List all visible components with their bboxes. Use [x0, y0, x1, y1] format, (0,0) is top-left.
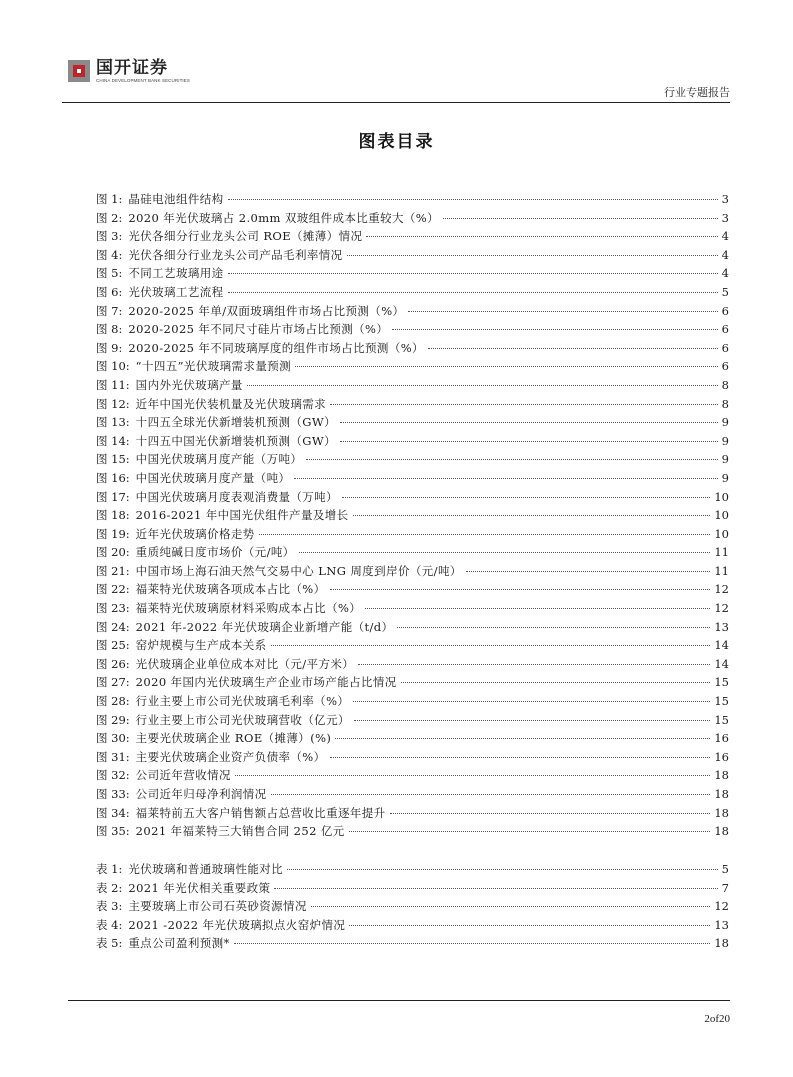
figure-page: 11 [714, 545, 729, 560]
figure-title: 国内外光伏玻璃产量 [135, 377, 243, 392]
figure-entry[interactable] [96, 748, 729, 767]
figure-title: 主要光伏玻璃企业资产负债率（%） [135, 749, 326, 764]
figure-entry[interactable] [96, 450, 729, 469]
dot-leader [294, 478, 717, 479]
figure-entry[interactable] [96, 395, 729, 414]
dot-leader [335, 738, 710, 739]
figure-title: 2020 年光伏玻璃占 2.0mm 双玻组件成本比重较大（%） [128, 210, 440, 225]
figure-title: 不同工艺玻璃用途 [128, 266, 224, 281]
figure-number: 图 20: [96, 545, 130, 560]
figure-page: 11 [714, 563, 729, 578]
figure-number: 图 5: [96, 266, 123, 281]
figure-page: 15 [714, 675, 729, 690]
dot-leader [392, 329, 717, 330]
figure-entry[interactable] [96, 804, 729, 823]
figure-number: 图 26: [96, 656, 130, 671]
dot-leader [271, 794, 711, 795]
figure-title: 2021 年福莱特三大销售合同 252 亿元 [135, 824, 345, 839]
figure-number: 图 9: [96, 340, 123, 355]
figure-title: 近年中国光伏装机量及光伏玻璃需求 [135, 396, 327, 411]
figure-page: 18 [714, 787, 729, 801]
figure-page: 16 [714, 749, 729, 764]
table-entry[interactable] [96, 934, 729, 953]
figure-page: 4 [721, 247, 729, 262]
table-page: 13 [714, 917, 729, 932]
dot-leader [408, 311, 717, 312]
figure-entry[interactable] [96, 283, 729, 302]
figure-entry[interactable] [96, 302, 729, 321]
figure-entry[interactable] [96, 469, 729, 488]
figure-title: 晶硅电池组件结构 [128, 192, 224, 206]
figure-number: 图 30: [96, 731, 130, 746]
figure-number: 图 23: [96, 601, 130, 616]
figure-number: 图 2: [96, 210, 123, 225]
figure-entry[interactable] [96, 264, 729, 283]
figure-page: 16 [714, 731, 729, 746]
table-title: 2021 -2022 年光伏玻璃拟点火窑炉情况 [128, 917, 346, 932]
figure-page: 4 [721, 266, 729, 281]
figure-page: 15 [714, 694, 729, 709]
figure-entry[interactable] [96, 580, 729, 599]
figure-entry[interactable] [96, 246, 729, 265]
figure-number: 图 12: [96, 396, 130, 411]
figure-number: 图 3: [96, 229, 123, 244]
table-title: 2021 年光伏相关重要政策 [128, 880, 271, 895]
figure-title: 2016-2021 年中国光伏组件产量及增长 [135, 508, 349, 523]
dot-leader [353, 701, 710, 702]
figure-page: 5 [721, 284, 729, 299]
footer-divider [68, 1000, 730, 1001]
figure-page: 9 [721, 433, 729, 448]
dot-leader [271, 645, 711, 646]
figure-number: 图 16: [96, 470, 130, 485]
figure-page: 18 [714, 805, 729, 820]
figure-entry[interactable] [96, 618, 729, 637]
figure-page: 12 [714, 601, 729, 616]
table-title: 光伏玻璃和普通玻璃性能对比 [128, 862, 284, 876]
dot-leader [306, 459, 717, 460]
figure-entry[interactable] [96, 209, 729, 228]
figure-page: 10 [714, 489, 729, 504]
table-entry[interactable] [96, 860, 729, 879]
figure-entry[interactable] [96, 655, 729, 674]
figure-entry[interactable] [96, 822, 729, 841]
table-title: 重点公司盈利预测* [128, 936, 230, 951]
figure-entry[interactable] [96, 673, 729, 692]
dot-leader [228, 199, 718, 200]
figure-page: 6 [721, 340, 729, 355]
figure-title: 中国光伏玻璃月度产量（吨） [135, 470, 291, 485]
dot-leader [353, 515, 711, 516]
figure-number: 图 25: [96, 638, 130, 653]
dot-leader [443, 218, 718, 219]
figure-entry[interactable] [96, 413, 729, 432]
figure-number: 图 29: [96, 712, 130, 727]
table-page: 5 [721, 862, 729, 876]
figure-title: 2020-2025 年不同尺寸硅片市场占比预测（%） [128, 322, 389, 337]
logo-subtitle: CHINA DEVELOPMENT BANK SECURITIES [96, 78, 190, 83]
figure-number: 图 21: [96, 563, 130, 578]
dot-leader [234, 943, 711, 944]
figure-entry[interactable] [96, 562, 729, 581]
figure-entry[interactable] [96, 432, 729, 451]
table-number: 表 2: [96, 880, 123, 895]
figure-number: 图 14: [96, 433, 130, 448]
figure-title: 2021 年-2022 年光伏玻璃企业新增产能（t/d） [135, 619, 394, 634]
figure-title: 中国光伏玻璃月度表观消费量（万吨） [135, 489, 338, 504]
figure-number: 图 7: [96, 303, 123, 318]
figure-list [96, 190, 729, 841]
table-page: 7 [721, 880, 729, 895]
figure-entry[interactable] [96, 543, 729, 562]
figure-entry[interactable] [96, 227, 729, 246]
figure-number: 图 27: [96, 675, 130, 690]
figure-number: 图 35: [96, 824, 130, 839]
figure-entry[interactable] [96, 525, 729, 544]
figure-title: 2020-2025 年不同玻璃厚度的组件市场占比预测（%） [128, 340, 424, 355]
figure-number: 图 1: [96, 192, 123, 206]
dot-leader [228, 292, 718, 293]
dot-leader [340, 441, 718, 442]
figure-page: 8 [721, 377, 729, 392]
dot-leader [247, 385, 718, 386]
table-page: 12 [714, 899, 729, 914]
dot-leader [349, 925, 710, 926]
figure-title: “十四五”光伏玻璃需求量预测 [135, 359, 292, 374]
figure-entry[interactable] [96, 376, 729, 395]
figure-number: 图 11: [96, 377, 130, 392]
figure-page: 4 [721, 229, 729, 244]
report-type: 行业专题报告 [664, 86, 730, 99]
figure-page: 14 [714, 656, 729, 671]
page-title: 图表目录 [358, 132, 435, 152]
figure-page: 14 [714, 638, 729, 653]
figure-title: 行业主要上市公司光伏玻璃毛利率（%） [135, 694, 350, 709]
figure-page: 6 [721, 322, 729, 337]
figure-title: 公司近年营收情况 [135, 768, 231, 783]
figure-title: 2020 年国内光伏玻璃生产企业市场产能占比情况 [135, 675, 397, 690]
figure-title: 光伏各细分行业龙头公司 ROE（摊薄）情况 [128, 229, 363, 244]
figure-entry[interactable] [96, 729, 729, 748]
figure-entry[interactable] [96, 599, 729, 618]
dot-leader [358, 664, 710, 665]
figure-entry[interactable] [96, 766, 729, 785]
logo-mark-icon [68, 60, 90, 82]
figure-title: 重质纯碱日度市场价（元/吨） [135, 545, 295, 560]
figure-title: 光伏玻璃企业单位成本对比（元/平方米） [135, 656, 355, 671]
figure-number: 图 6: [96, 284, 123, 299]
figure-entry[interactable] [96, 339, 729, 358]
dot-leader [274, 888, 717, 889]
figure-entry[interactable] [96, 190, 729, 209]
figure-number: 图 10: [96, 359, 130, 374]
figure-number: 图 31: [96, 749, 130, 764]
figure-number: 图 15: [96, 452, 130, 467]
dot-leader [342, 497, 710, 498]
figure-number: 图 13: [96, 415, 130, 430]
figure-title: 光伏玻璃工艺流程 [128, 284, 224, 299]
figure-page: 3 [721, 210, 729, 225]
figure-page: 12 [714, 582, 729, 597]
dot-leader [330, 589, 711, 590]
figure-title: 主要光伏玻璃企业 ROE（摊薄）(%) [135, 731, 332, 746]
page-number: 2of20 [704, 1013, 730, 1025]
figure-title: 光伏各细分行业龙头公司产品毛利率情况 [128, 247, 343, 262]
figure-number: 图 17: [96, 489, 130, 504]
figure-title: 十四五中国光伏新增装机预测（GW） [135, 433, 336, 448]
table-entry[interactable] [96, 916, 729, 935]
dot-leader [311, 906, 711, 907]
figure-title: 福莱特光伏玻璃原材料采购成本占比（%） [135, 601, 362, 616]
table-entry[interactable] [96, 879, 729, 898]
figure-entry[interactable] [96, 785, 729, 804]
figure-number: 图 34: [96, 805, 130, 820]
figure-title: 窑炉规模与生产成本关系 [135, 638, 267, 653]
dot-leader [235, 775, 710, 776]
figure-page: 6 [721, 359, 729, 374]
dot-leader [365, 608, 710, 609]
dot-leader [397, 627, 710, 628]
table-entry[interactable] [96, 897, 729, 916]
table-number: 表 3: [96, 899, 123, 914]
header-divider [62, 102, 730, 103]
figure-title: 中国市场上海石油天然气交易中心 LNG 周度到岸价（元/吨） [135, 563, 462, 578]
figure-entry[interactable] [96, 692, 729, 711]
figure-page: 8 [721, 396, 729, 411]
figure-page: 13 [714, 619, 729, 634]
figure-title: 公司近年归母净利润情况 [135, 787, 267, 801]
figure-entry[interactable] [96, 320, 729, 339]
dot-leader [466, 571, 711, 572]
figure-page: 10 [714, 508, 729, 523]
figure-page: 10 [714, 526, 729, 541]
figure-number: 图 32: [96, 768, 130, 783]
figure-entry[interactable] [96, 488, 729, 507]
figure-page: 15 [714, 712, 729, 727]
figure-number: 图 22: [96, 582, 130, 597]
figure-number: 图 18: [96, 508, 130, 523]
figure-page: 18 [714, 824, 729, 839]
dot-leader [390, 813, 711, 814]
table-number: 表 5: [96, 936, 123, 951]
logo-name: 国开证券 [96, 58, 168, 78]
table-number: 表 4: [96, 917, 123, 932]
figure-entry[interactable] [96, 636, 729, 655]
figure-entry[interactable] [96, 711, 729, 730]
dot-leader [287, 869, 718, 870]
table-number: 表 1: [96, 862, 123, 876]
dot-leader [295, 366, 718, 367]
table-page: 18 [714, 936, 729, 951]
figure-title: 福莱特光伏玻璃各项成本占比（%） [135, 582, 326, 597]
figure-number: 图 4: [96, 247, 123, 262]
dot-leader [330, 757, 711, 758]
dot-leader [354, 720, 710, 721]
figure-page: 9 [721, 470, 729, 485]
figure-entry[interactable] [96, 357, 729, 376]
company-logo [68, 58, 190, 84]
dot-leader [366, 236, 717, 237]
figure-title: 2020-2025 年单/双面玻璃组件市场占比预测（%） [128, 303, 405, 318]
figure-title: 近年光伏玻璃价格走势 [135, 526, 255, 541]
dot-leader [349, 831, 711, 832]
dot-leader [228, 273, 718, 274]
dot-leader [259, 534, 711, 535]
figure-title: 行业主要上市公司光伏玻璃营收（亿元） [135, 712, 350, 727]
dot-leader [340, 422, 718, 423]
figure-title: 中国光伏玻璃月度产能（万吨） [135, 452, 303, 467]
figure-title: 福莱特前五大客户销售额占总营收比重逐年提升 [135, 805, 386, 820]
dot-leader [401, 682, 711, 683]
figure-page: 18 [714, 768, 729, 783]
figure-number: 图 19: [96, 526, 130, 541]
figure-page: 6 [721, 303, 729, 318]
dot-leader [330, 404, 718, 405]
figure-page: 3 [721, 192, 729, 206]
figure-entry[interactable] [96, 506, 729, 525]
figure-page: 9 [721, 452, 729, 467]
table-title: 主要玻璃上市公司石英砂资源情况 [128, 899, 307, 914]
dot-leader [347, 255, 718, 256]
figure-number: 图 8: [96, 322, 123, 337]
table-list [96, 860, 729, 953]
dot-leader [299, 552, 711, 553]
figure-page: 9 [721, 415, 729, 430]
figure-number: 图 33: [96, 787, 130, 801]
figure-title: 十四五全球光伏新增装机预测（GW） [135, 415, 336, 430]
page-header [68, 56, 730, 102]
figure-number: 图 28: [96, 694, 130, 709]
dot-leader [428, 348, 718, 349]
figure-number: 图 24: [96, 619, 130, 634]
